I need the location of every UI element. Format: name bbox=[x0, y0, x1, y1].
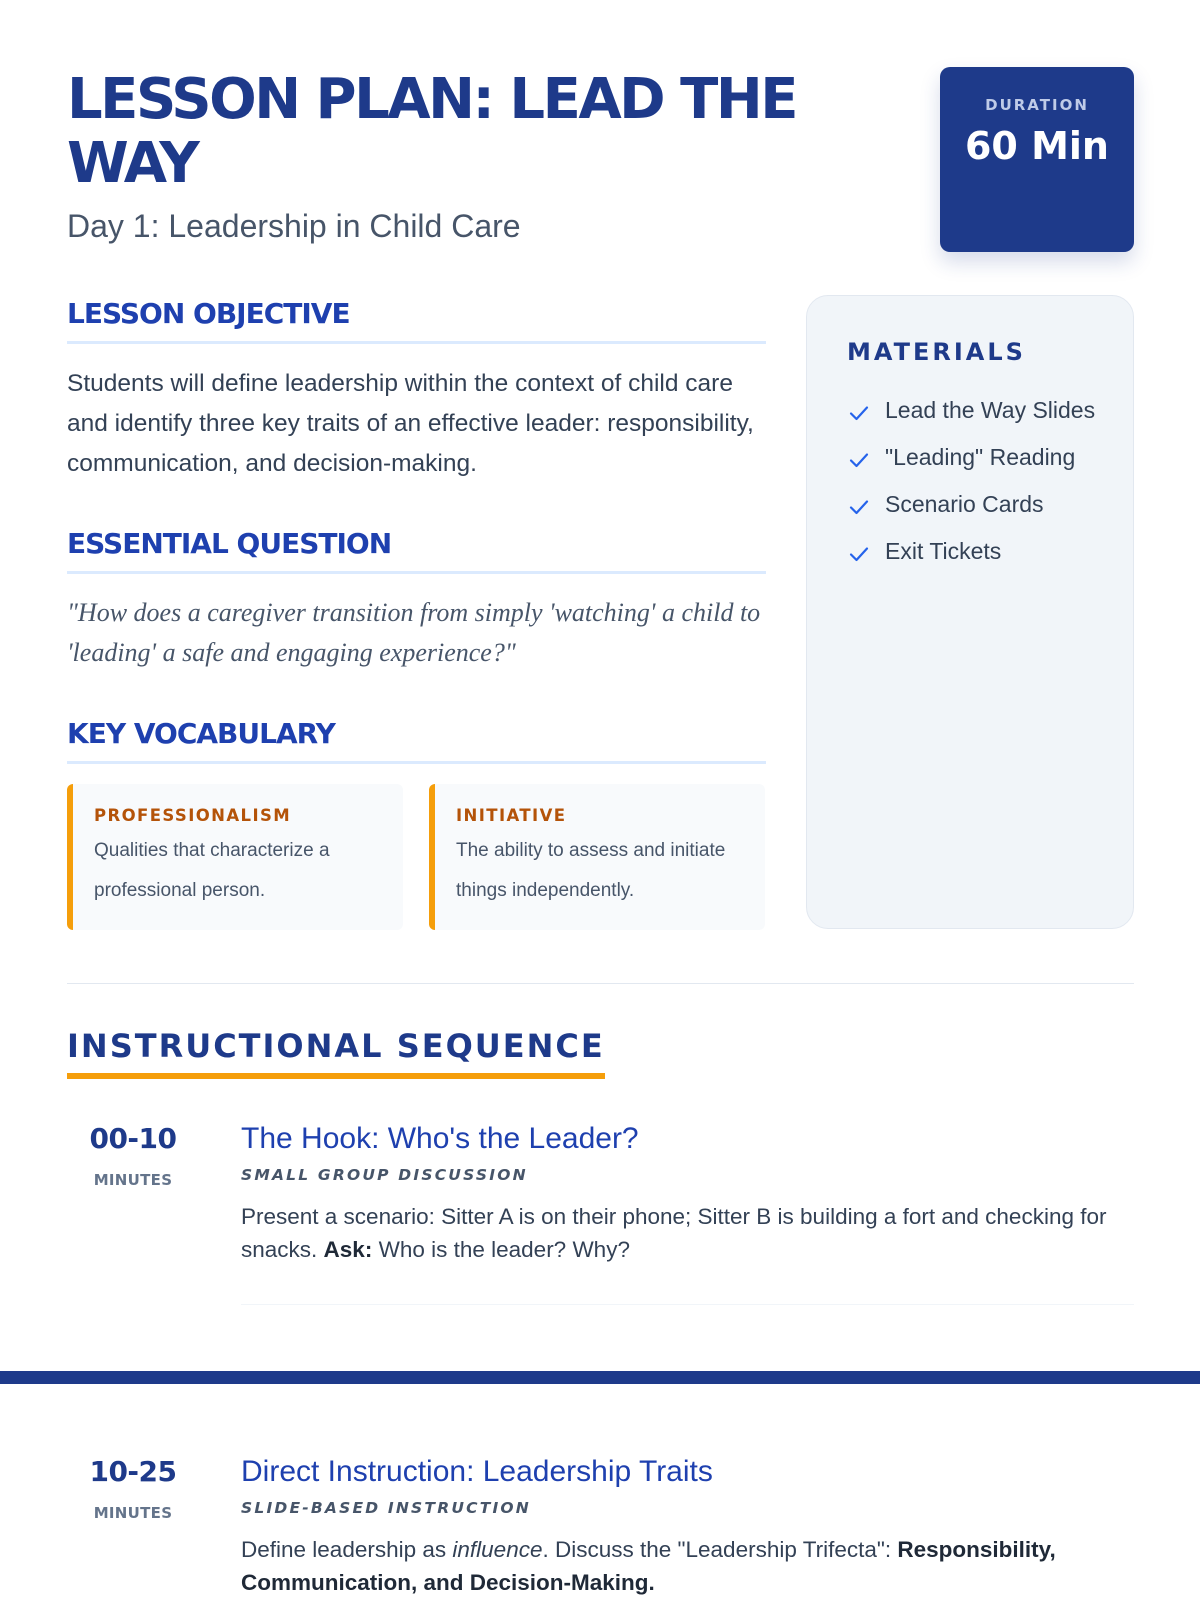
check-icon bbox=[847, 448, 871, 472]
step-time-range: 00-10 bbox=[89, 1122, 177, 1155]
step-divider bbox=[241, 1304, 1134, 1305]
page-break-band bbox=[0, 1371, 1200, 1384]
step-description-emphasis: influence bbox=[452, 1537, 543, 1562]
materials-item bbox=[847, 535, 1103, 568]
essential-question-text: "How does a caregiver transition from simply 'watching' a child to 'leading' a safe and engaging experience?" bbox=[67, 598, 761, 667]
step-time bbox=[68, 1455, 198, 1522]
step-time bbox=[68, 1122, 198, 1189]
step-description-mid: . Discuss the "Leadership Trifecta": bbox=[542, 1537, 892, 1562]
step-description-bold: Ask: bbox=[323, 1237, 373, 1262]
step-activity bbox=[241, 1122, 1134, 1266]
step-format: SMALL GROUP DISCUSSION bbox=[241, 1166, 528, 1184]
vocab-definition: The ability to assess and initiate things independently. bbox=[456, 840, 726, 901]
check-icon bbox=[847, 401, 871, 425]
objective-heading: LESSON OBJECTIVE bbox=[67, 297, 766, 344]
materials-item bbox=[847, 394, 1103, 427]
materials-item-label: "Leading" Reading bbox=[885, 444, 1076, 470]
vocabulary-heading: KEY VOCABULARY bbox=[67, 717, 766, 764]
section-divider bbox=[67, 983, 1134, 984]
page-subtitle: Day 1: Leadership in Child Care bbox=[67, 208, 521, 244]
step-description-bold: Responsibility, Communication, and Decision-Making. bbox=[241, 1537, 1056, 1595]
check-icon bbox=[847, 495, 871, 519]
page-title: LESSON PLAN: LEAD THE WAY bbox=[67, 67, 796, 196]
materials-item-label: Scenario Cards bbox=[885, 491, 1044, 517]
step-time-unit: MINUTES bbox=[93, 1504, 173, 1522]
step-title: Direct Instruction: Leadership Traits bbox=[241, 1455, 713, 1488]
materials-panel bbox=[806, 295, 1134, 929]
duration-badge bbox=[940, 67, 1134, 252]
vocab-card-initiative bbox=[429, 784, 765, 930]
step-description bbox=[241, 1533, 1134, 1599]
vocab-term: INITIATIVE bbox=[456, 806, 567, 825]
step-description-text: Define leadership as bbox=[241, 1537, 447, 1562]
objective-text: Students will define leadership within the context of child care and identify three key traits of an effective leader: responsibility, communication, and decision-making. bbox=[67, 370, 754, 477]
step-description bbox=[241, 1200, 1134, 1266]
materials-item bbox=[847, 441, 1103, 474]
step-format: SLIDE-BASED INSTRUCTION bbox=[241, 1499, 531, 1517]
materials-heading: MATERIALS bbox=[847, 338, 1026, 366]
sequence-heading: INSTRUCTIONAL SEQUENCE bbox=[67, 1027, 605, 1079]
materials-item bbox=[847, 488, 1103, 521]
materials-list bbox=[847, 394, 1103, 568]
materials-item-label: Lead the Way Slides bbox=[885, 397, 1096, 423]
vocab-card-professionalism bbox=[67, 784, 403, 930]
step-description-text: Present a scenario: Sitter A is on their phone; Sitter B is building a fort and checking for snacks. bbox=[241, 1204, 1107, 1262]
check-icon bbox=[847, 542, 871, 566]
step-description-end: Who is the leader? Why? bbox=[378, 1237, 630, 1262]
duration-value: 60 Min bbox=[964, 124, 1109, 168]
vocab-definition: Qualities that characterize a professional person. bbox=[94, 840, 330, 901]
step-activity bbox=[241, 1455, 1134, 1599]
materials-item-label: Exit Tickets bbox=[885, 538, 1002, 564]
essential-question-heading: ESSENTIAL QUESTION bbox=[67, 527, 766, 574]
vocab-term: PROFESSIONALISM bbox=[94, 806, 292, 825]
step-title: The Hook: Who's the Leader? bbox=[241, 1122, 639, 1155]
duration-label: DURATION bbox=[985, 96, 1089, 114]
step-time-range: 10-25 bbox=[89, 1455, 177, 1488]
step-time-unit: MINUTES bbox=[93, 1171, 173, 1189]
